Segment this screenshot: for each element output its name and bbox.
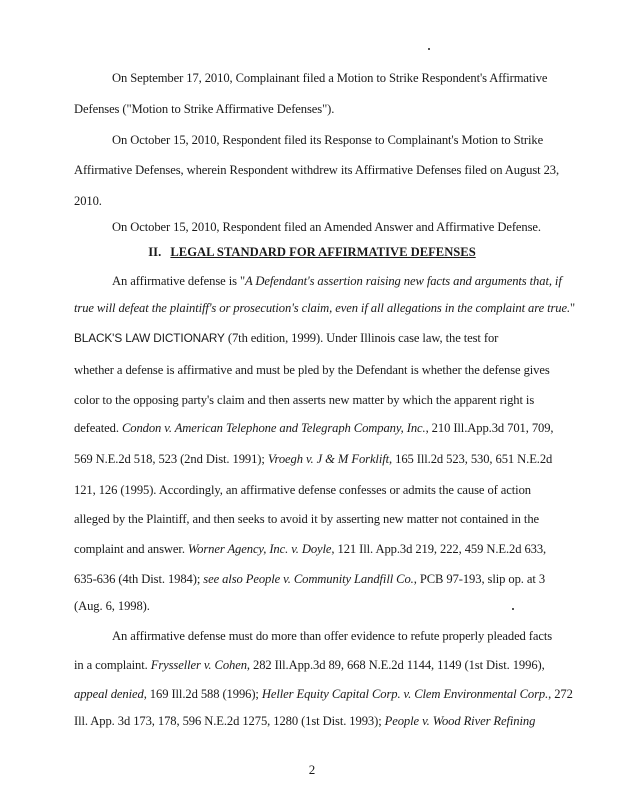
para4-line6 xyxy=(74,420,553,436)
quoted-definition-cont: true will defeat the plaintiff's or prosecution's claim, even if all allegations in the complaint are true. xyxy=(74,301,571,315)
para4-line4: whether a defense is affirmative and must be pled by the Defendant is whether the defense gives xyxy=(74,363,550,377)
scan-speck xyxy=(428,48,430,50)
para4-line10 xyxy=(74,541,546,557)
para5-line2 xyxy=(74,657,545,673)
para4-line1 xyxy=(112,273,562,289)
case-name: People v. Wood River Refining xyxy=(384,714,536,728)
text-run: Ill. App. 3d 173, 178, 596 N.E.2d 1275, 1280 (1st Dist. 1993); xyxy=(74,714,385,728)
para4-line8: 121, 126 (1995). Accordingly, an affirmative defense confesses or admits the cause of action xyxy=(74,483,531,497)
section-title: LEGAL STANDARD FOR AFFIRMATIVE DEFENSES xyxy=(170,245,476,259)
para5-line4 xyxy=(74,713,535,729)
text-run: (7th edition, 1999). Under Illinois case law, the test for xyxy=(224,331,499,345)
scan-speck xyxy=(512,608,514,610)
case-name: Vroegh v. J & M Forklift xyxy=(267,452,390,466)
para5-line1: An affirmative defense must do more than offer evidence to refute properly pleaded facts xyxy=(112,629,553,643)
para3-line1: On October 15, 2010, Respondent filed an Amended Answer and Affirmative Defense. xyxy=(112,220,541,234)
para4-line12: (Aug. 6, 1998). xyxy=(74,599,150,613)
para1-line2: Defenses ("Motion to Strike Affirmative Defenses"). xyxy=(74,102,335,116)
page-number: 2 xyxy=(308,762,316,777)
text-run: An affirmative defense is " xyxy=(112,274,245,288)
text-run: , 282 Ill.App.3d 89, 668 N.E.2d 1144, 1149 (1st Dist. 1996), xyxy=(246,658,545,672)
case-name: Frysseller v. Cohen xyxy=(150,658,247,672)
text-run: 635-636 (4th Dist. 1984); xyxy=(74,572,204,586)
para2-line2: Affirmative Defenses, wherein Respondent withdrew its Affirmative Defenses filed on August 23, xyxy=(74,163,560,177)
para4-line2 xyxy=(74,300,575,316)
para4-line5: color to the opposing party's claim and then asserts new matter by which the apparent right is xyxy=(74,393,535,407)
section-heading xyxy=(0,245,624,260)
text-run: 569 N.E.2d 518, 523 (2nd Dist. 1991); xyxy=(74,452,268,466)
text-run: " xyxy=(570,301,576,315)
text-run: , 165 Ill.2d 523, 530, 651 N.E.2d xyxy=(389,452,553,466)
case-name: Heller Equity Capital Corp. v. Clem Environmental Corp. xyxy=(261,687,549,701)
case-history: appeal denied xyxy=(74,687,144,701)
case-name: Condon v. American Telephone and Telegraph Company, Inc. xyxy=(121,421,426,435)
para4-line3 xyxy=(74,330,498,346)
text-run: complaint and answer. xyxy=(74,542,188,556)
case-name: Worner Agency, Inc. v. Doyle xyxy=(187,542,332,556)
text-run: , 169 Ill.2d 588 (1996); xyxy=(143,687,262,701)
para2-line1: On October 15, 2010, Respondent filed its Response to Complainant's Motion to Strike xyxy=(112,133,544,147)
text-run: in a complaint. xyxy=(74,658,151,672)
text-run: , 210 Ill.App.3d 701, 709, xyxy=(425,421,554,435)
text-run: , 121 Ill. App.3d 219, 222, 459 N.E.2d 633, xyxy=(331,542,547,556)
text-run: defeated. xyxy=(74,421,122,435)
para4-line11 xyxy=(74,571,545,587)
para4-line9: alleged by the Plaintiff, and then seeks to avoid it by asserting new matter not contained in the xyxy=(74,512,540,526)
text-run: , 272 xyxy=(548,687,573,701)
dictionary-citation: BLACK'S LAW DICTIONARY xyxy=(74,331,225,345)
case-name: see also People v. Community Landfill Co. xyxy=(203,572,414,586)
para5-line3 xyxy=(74,686,573,702)
quoted-definition: A Defendant's assertion raising new facts and arguments that, if xyxy=(245,274,562,288)
text-run: , PCB 97-193, slip op. at 3 xyxy=(413,572,546,586)
para2-line3: 2010. xyxy=(74,194,102,208)
para1-line1: On September 17, 2010, Complainant filed a Motion to Strike Respondent's Affirmative xyxy=(112,71,548,85)
para4-line7 xyxy=(74,451,552,467)
section-number: II. xyxy=(148,245,162,259)
